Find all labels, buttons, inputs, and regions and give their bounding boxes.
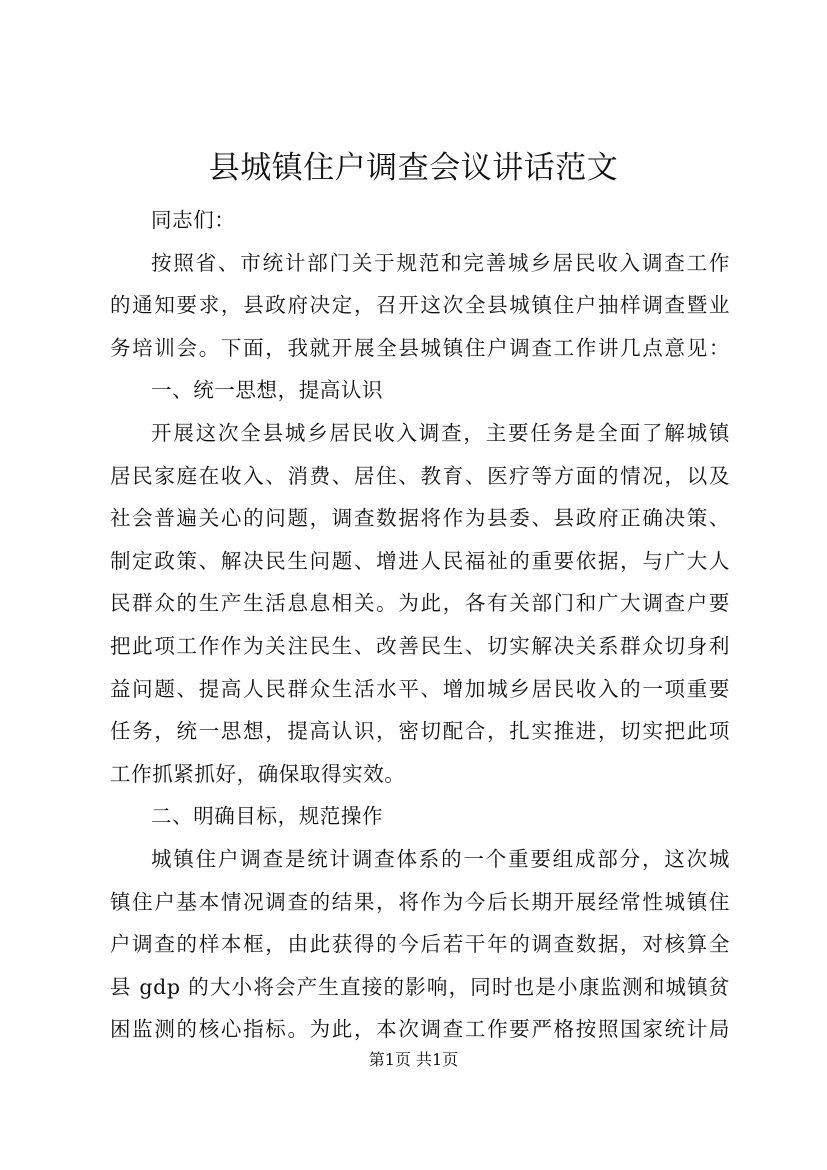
salutation: 同志们：: [151, 208, 236, 232]
paragraph-line: 开展这次全县城乡居民收入调查，主要任务是全面了解城镇: [151, 420, 730, 445]
section-heading-1: 一、统一思想，提高认识: [151, 378, 384, 403]
paragraph-line: 的通知要求，县政府决定，召开这次全县城镇住户抽样调查暨业: [110, 293, 730, 318]
paragraph-line: 县 gdp 的大小将会产生直接的影响，同时也是小康监测和城镇贫: [110, 974, 730, 999]
paragraph-line: 任务，统一思想，提高认识，密切配合，扎实推进，切实把此项: [110, 719, 730, 744]
page-number: 第1页 共1页: [368, 1050, 459, 1069]
paragraph-line: 社会普遍关心的问题，调查数据将作为县委、县政府正确决策、: [110, 506, 730, 531]
paragraph-line: 把此项工作作为关注民生、改善民生、切实解决关系群众切身利: [110, 633, 730, 658]
paragraph-line: 镇住户基本情况调查的结果，将作为今后长期开展经常性城镇住: [110, 889, 730, 914]
paragraph-line: 工作抓紧抓好，确保取得实效。: [110, 761, 406, 786]
document-body: [110, 199, 730, 1051]
paragraph-line: 务培训会。下面，我就开展全县城镇住户调查工作讲几点意见：: [110, 335, 730, 360]
paragraph-line: 益问题、提高人民群众生活水平、增加城乡居民收入的一项重要: [110, 676, 730, 701]
paragraph-line: 户调查的样本框，由此获得的今后若干年的调查数据，对核算全: [110, 932, 730, 957]
paragraph-line: 困监测的核心指标。为此，本次调查工作要严格按照国家统计局: [110, 1017, 730, 1042]
paragraph-line: 居民家庭在收入、消费、居住、教育、医疗等方面的情况，以及: [110, 463, 730, 488]
paragraph-line: 城镇住户调查是统计调查体系的一个重要组成部分，这次城: [151, 846, 730, 871]
document-title: 县城镇住户调查会议讲话范文: [208, 150, 619, 186]
paragraph-line: 制定政策、解决民生问题、增进人民福祉的重要依据，与广大人: [110, 548, 730, 573]
paragraph-line: 民群众的生产生活息息相关。为此，各有关部门和广大调查户要: [110, 591, 730, 616]
section-heading-2: 二、明确目标，规范操作: [151, 804, 384, 829]
paragraph-line: 按照省、市统计部门关于规范和完善城乡居民收入调查工作: [151, 250, 730, 275]
